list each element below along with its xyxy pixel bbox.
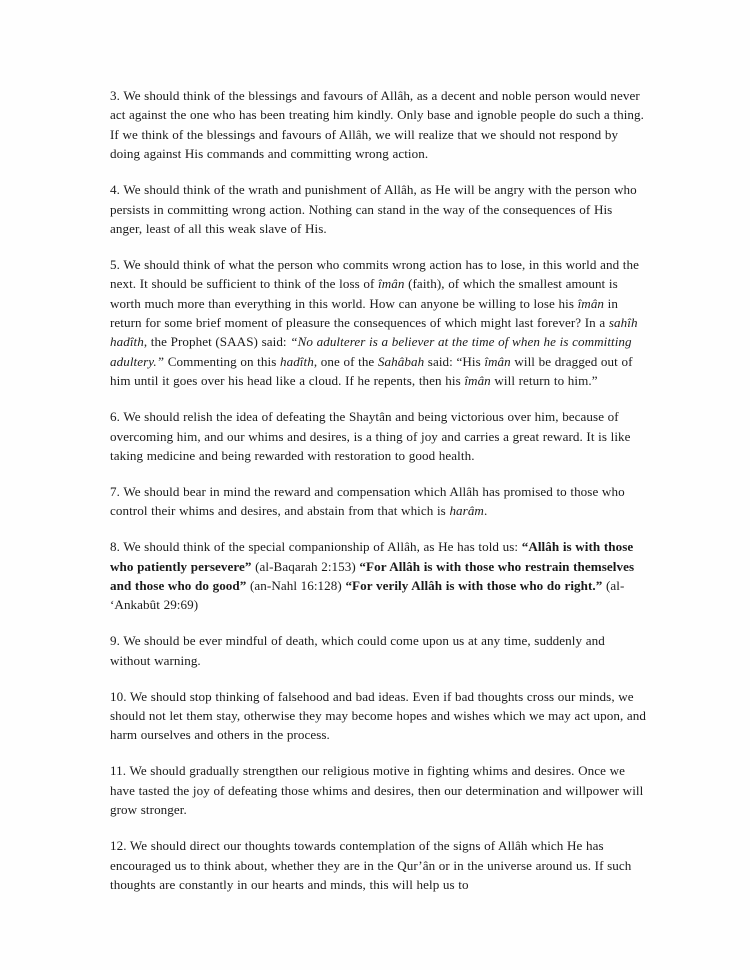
text-run: will be dragged out of him until it goes over his head like a cloud. If he repents, then his [110, 353, 633, 389]
text-run: 8. We should think of the special companionship of Allâh, as He has told us: [110, 539, 522, 555]
text-run: (al-ʻAnkabût 29:69) [110, 578, 625, 613]
paragraph-4 [110, 180, 647, 238]
body-text-column [110, 86, 647, 894]
text-run: 12. We should direct our thoughts towards contemplation of the signs of Allâh which He has encouraged us to think about, whether they are in the Qur’ân or in the universe around us. If such thoughts are constantly in our hearts and minds, this will help us to [110, 838, 632, 892]
text-run: 6. We should relish the idea of defeating the Shaytân and being victorious over him, because of overcoming him, and our whims and desires, is a thing of joy and carries a great reward. It is like taking medicine and being rewarded with restoration to good health. [110, 409, 631, 463]
text-run: “For Allâh is with those who restrain themselves and those who do good” [110, 558, 635, 594]
text-run: “No adulterer is a believer at the time of when he is committing adultery.” [110, 334, 632, 369]
text-run: , the Prophet (SAAS) said: [143, 334, 291, 350]
text-run: sahîh hadîth [110, 315, 638, 350]
text-run: in return for some brief moment of pleasure the consequences of which might last forever? In a [110, 295, 618, 331]
text-run: 7. We should bear in mind the reward and compensation which Allâh has promised to those who control their whims and desires, and abstain from that which is [110, 483, 625, 519]
text-run: 11. We should gradually strengthen our religious motive in fighting whims and desires. Once we have tasted the joy of defeating those whims and desires, then our determination and willpower will grow stronger. [110, 763, 644, 818]
text-run: 4. We should think of the wrath and punishment of Allâh, as He will be angry with the person who persists in committing wrong action. Nothing can stand in the way of the consequences of His anger, least of all this weak slave of His. [110, 182, 637, 236]
text-run: hadîth [279, 353, 314, 369]
paragraph-7 [110, 482, 647, 521]
text-run: will return to him.” [490, 373, 598, 389]
text-run: îmân [464, 373, 491, 389]
paragraph-12 [110, 836, 647, 894]
text-run: harâm [449, 503, 484, 519]
text-run: (an-Nahl 16:128) [246, 578, 346, 594]
text-run: (al-Baqarah 2:153) [251, 558, 360, 574]
paragraph-11 [110, 761, 647, 819]
text-run: 9. We should be ever mindful of death, which could come upon us at any time, suddenly and without warning. [110, 633, 605, 668]
paragraph-8 [110, 537, 647, 615]
text-run: . [483, 503, 488, 519]
paragraph-5 [110, 255, 647, 391]
text-run: Sahâbah [377, 353, 425, 369]
text-run: 10. We should stop thinking of falsehood and bad ideas. Even if bad thoughts cross our minds, we should not let them stay, otherwise they may become hopes and wishes which we may act upon, and harm ourselves and others in the process. [110, 688, 646, 743]
text-run: , one of the [313, 353, 378, 369]
text-run: “Allâh is with those who patiently persevere” [110, 539, 634, 574]
text-run: said: “His [424, 353, 485, 369]
text-run: Commenting on this [164, 353, 280, 369]
paragraph-6 [110, 407, 647, 465]
text-run: (faith), of which the smallest amount is worth much more than everything in this world. How can anyone be willing to lose his [110, 276, 618, 311]
text-run: 5. We should think of what the person who commits wrong action has to lose, in this world and the next. It should be sufficient to think of the loss of [110, 256, 639, 292]
text-run: îmân [577, 295, 605, 311]
paragraph-9 [110, 631, 647, 670]
paragraph-3 [110, 86, 647, 164]
text-run: “For verily Allâh is with those who do right.” [345, 578, 603, 594]
paragraph-10 [110, 687, 647, 745]
text-run: 3. We should think of the blessings and favours of Allâh, as a decent and noble person would never act against the one who has been treating him kindly. Only base and ignoble people do such a thing. If we think of the blessings and favours of Allâh, we will realize that we should not respond by doing against His commands and committing wrong action. [110, 88, 644, 162]
text-run: îmân [484, 353, 511, 369]
text-run: îmân [378, 276, 405, 292]
